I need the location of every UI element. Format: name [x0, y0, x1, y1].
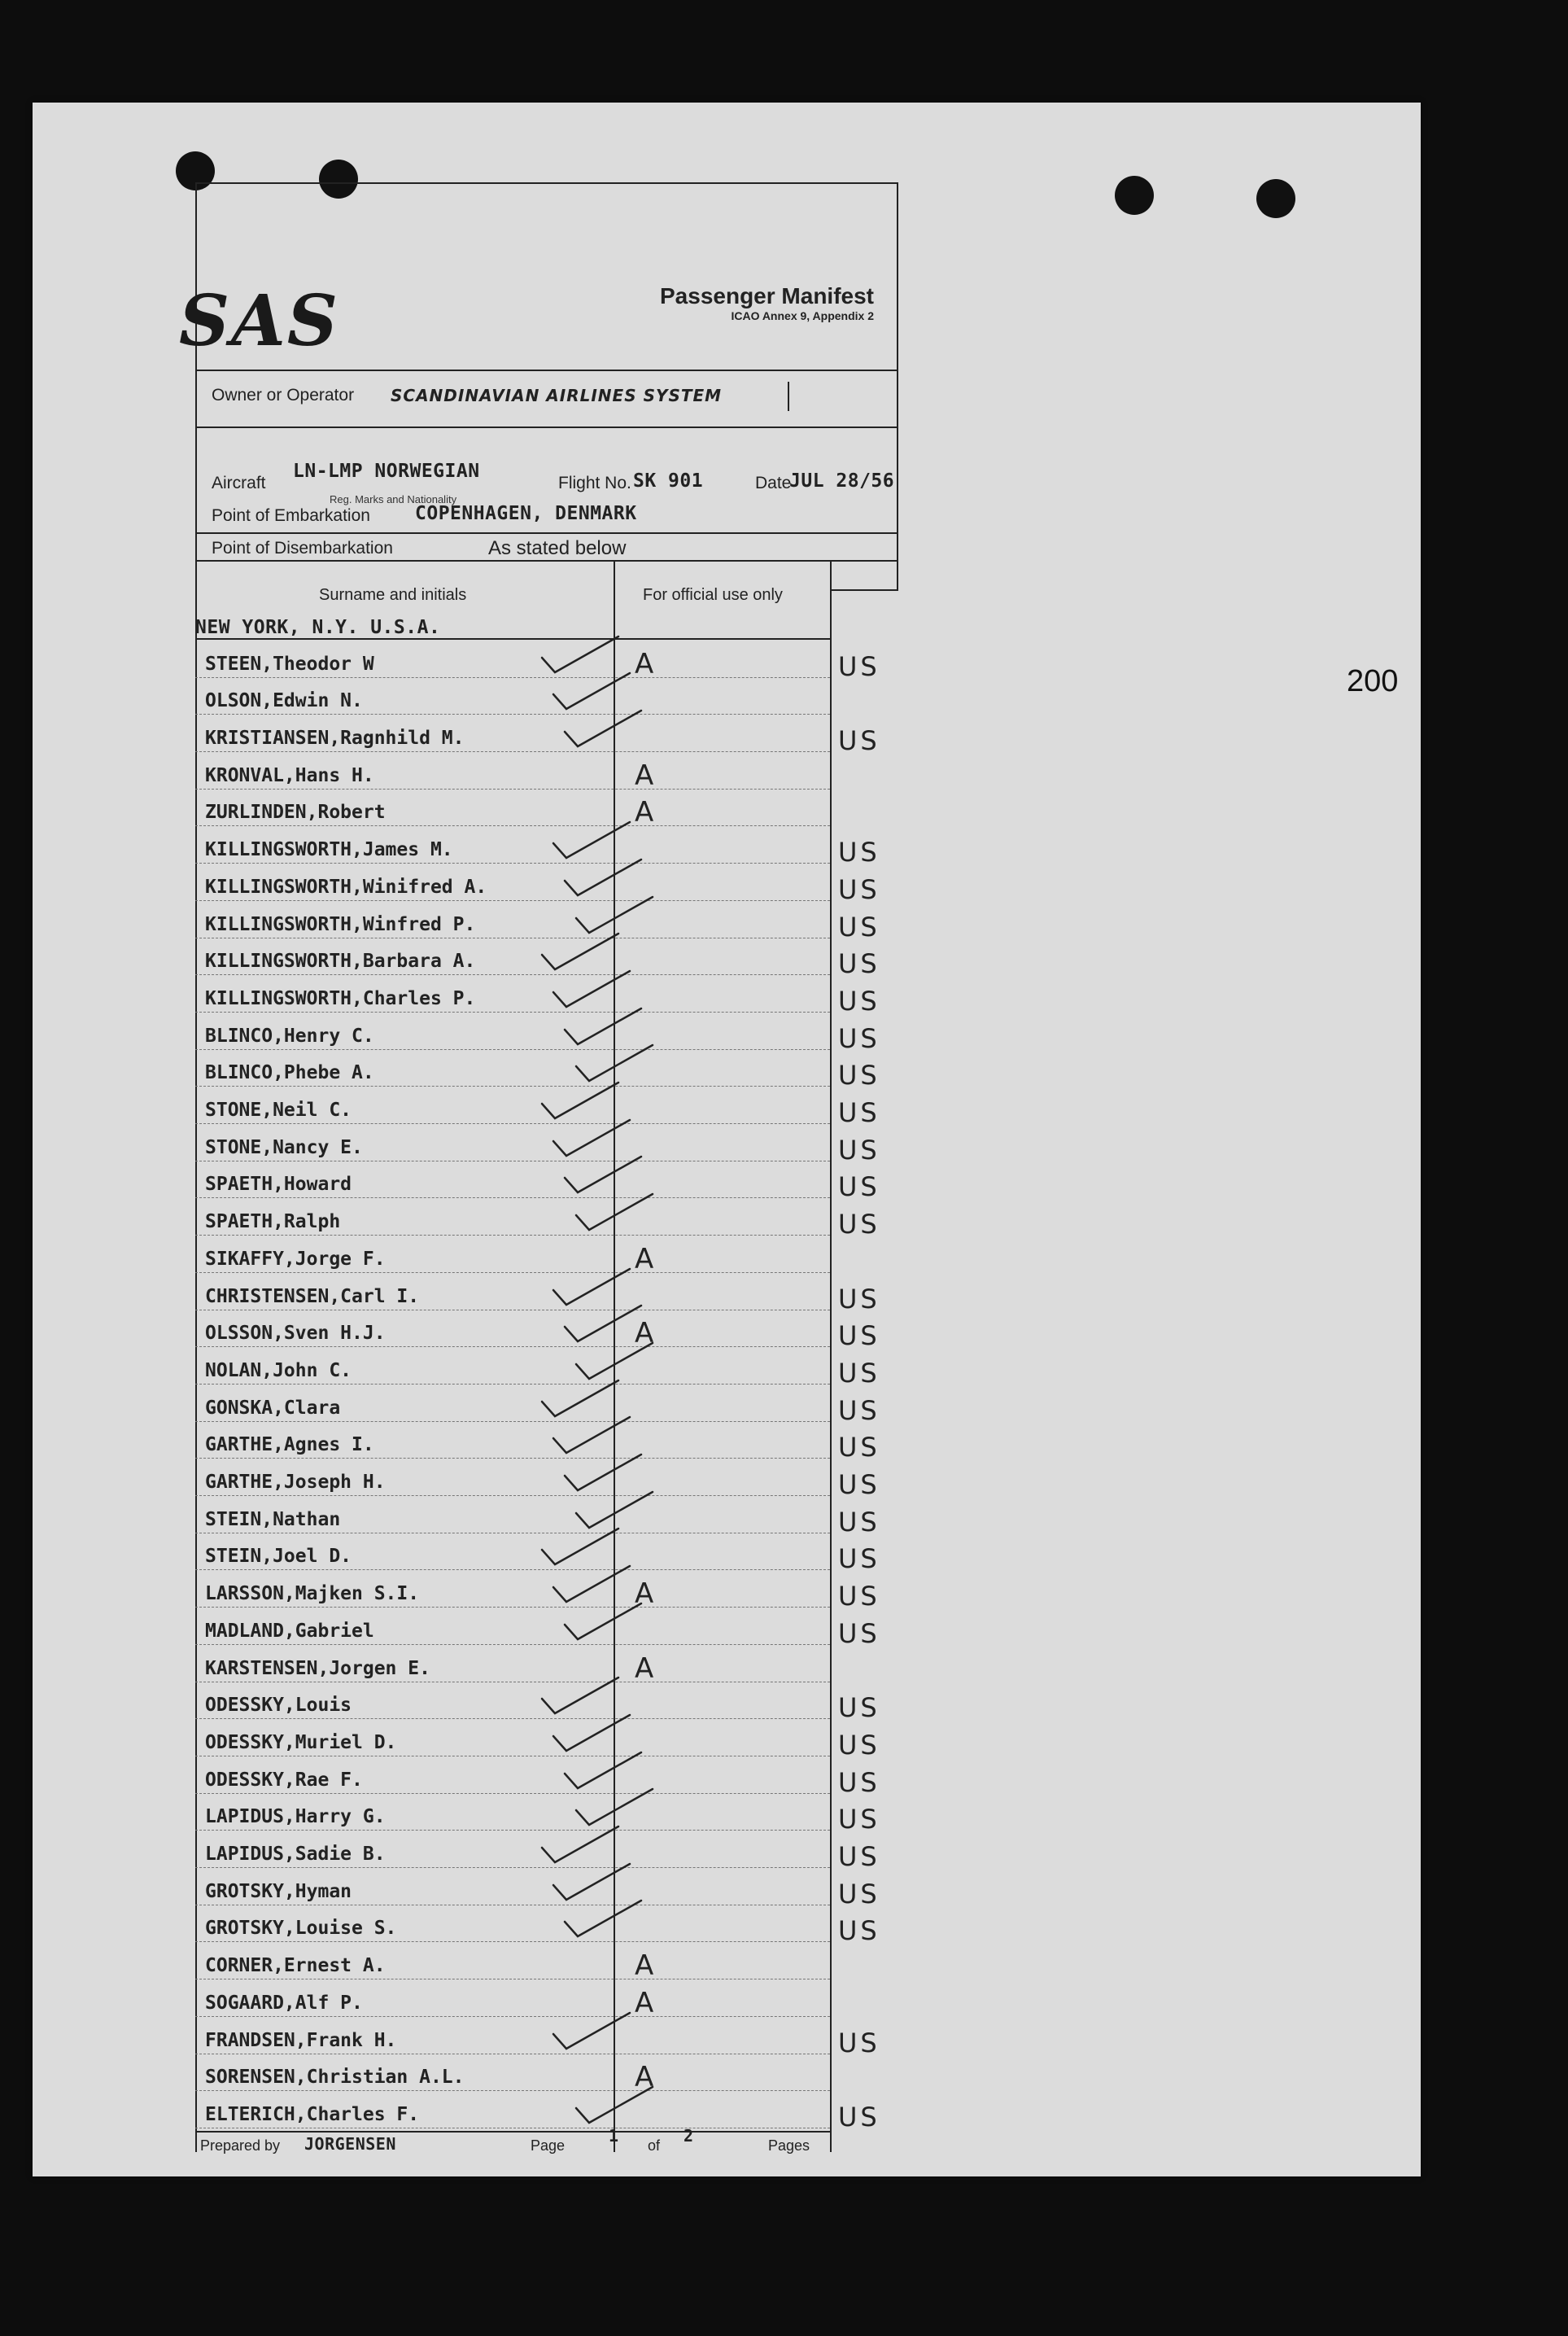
- passenger-name: SPAETH,Howard: [205, 1174, 352, 1196]
- passenger-name: GARTHE,Joseph H.: [205, 1472, 386, 1494]
- passenger-name: MADLAND,Gabriel: [205, 1620, 374, 1642]
- passenger-row: [195, 826, 880, 868]
- passenger-row: [195, 1756, 880, 1798]
- passenger-name: CORNER,Ernest A.: [205, 1955, 386, 1977]
- passenger-row: [195, 1272, 880, 1315]
- us-note: US: [838, 1394, 880, 1426]
- us-note: US: [838, 1692, 880, 1724]
- us-note: US: [838, 1766, 880, 1798]
- passenger-row: [195, 1421, 880, 1463]
- manifest-title: Passenger Manifest: [660, 283, 874, 308]
- passenger-name: KRISTIANSEN,Ragnhild M.: [205, 728, 465, 750]
- disembark-label: Point of Disembarkation: [212, 539, 393, 558]
- passenger-name: BLINCO,Henry C.: [205, 1025, 374, 1047]
- passenger-row: [195, 1533, 880, 1575]
- page-number-stamp: 200: [1347, 664, 1399, 698]
- passenger-row: [195, 789, 830, 827]
- pages-label: Pages: [768, 2137, 810, 2154]
- punch-hole: [1115, 176, 1154, 215]
- passenger-name: SIKAFFY,Jorge F.: [205, 1248, 386, 1270]
- passenger-name: NOLAN,John C.: [205, 1359, 352, 1381]
- passenger-name: GROTSKY,Louise S.: [205, 1918, 397, 1940]
- us-note: US: [838, 1171, 880, 1203]
- us-note: US: [838, 1804, 880, 1835]
- passenger-name: CHRISTENSEN,Carl I.: [205, 1285, 420, 1307]
- disembark-value: As stated below: [488, 537, 627, 559]
- us-note: US: [838, 911, 880, 943]
- us-note: US: [838, 1432, 880, 1463]
- passenger-row: [195, 1830, 880, 1873]
- us-note: US: [838, 837, 880, 868]
- passenger-name: KILLINGSWORTH,Charles P.: [205, 987, 476, 1009]
- official-mark: A: [635, 2061, 654, 2094]
- owner-value: SCANDINAVIAN AIRLINES SYSTEM: [391, 386, 723, 405]
- us-note: US: [838, 2027, 880, 2058]
- passenger-row: [195, 1346, 880, 1389]
- us-note: US: [838, 650, 880, 682]
- passenger-row: [195, 1607, 880, 1649]
- passenger-name: GROTSKY,Hyman: [205, 1880, 352, 1902]
- passenger-row: [195, 938, 880, 980]
- us-note: US: [838, 1729, 880, 1761]
- passenger-row: [195, 1905, 880, 1947]
- form-title: [660, 283, 874, 322]
- flight-label: Flight No.: [558, 474, 631, 492]
- official-mark: A: [635, 1317, 654, 1350]
- date-value: JUL 28/56: [789, 470, 895, 492]
- passenger-name: ELTERICH,Charles F.: [205, 2103, 420, 2125]
- passenger-name: ODESSKY,Louis: [205, 1695, 352, 1717]
- official-mark: A: [635, 1242, 654, 1275]
- checkmark-icon: [548, 2010, 638, 2058]
- passenger-row: [195, 1682, 880, 1724]
- official-mark: A: [635, 1986, 654, 2019]
- passenger-row: [195, 974, 880, 1017]
- us-note: US: [838, 1097, 880, 1129]
- passenger-row: [195, 1495, 880, 1538]
- passenger-name: KILLINGSWORTH,Winifred A.: [205, 876, 487, 898]
- passenger-row: [195, 677, 830, 715]
- passenger-row: [195, 1793, 880, 1835]
- passenger-name: STEIN,Joel D.: [205, 1546, 352, 1568]
- us-note: US: [838, 1915, 880, 1947]
- passenger-name: LAPIDUS,Sadie B.: [205, 1844, 386, 1866]
- checkmark-icon: [571, 2084, 661, 2133]
- prepared-label: Prepared by: [200, 2137, 281, 2154]
- passenger-row: [195, 1979, 830, 2017]
- checkmark-icon: [571, 1191, 661, 1240]
- page-label: Page: [531, 2137, 566, 2154]
- passenger-name: LAPIDUS,Harry G.: [205, 1806, 386, 1828]
- form-body: [163, 142, 895, 2160]
- passenger-name: FRANDSEN,Frank H.: [205, 2029, 397, 2051]
- destination-line: NEW YORK, N.Y. U.S.A.: [195, 617, 441, 638]
- prepared-value: JORGENSEN: [304, 2134, 396, 2154]
- passenger-name: BLINCO,Phebe A.: [205, 1062, 374, 1084]
- checkmark-icon: [560, 707, 649, 756]
- flight-value: SK 901: [633, 470, 704, 492]
- passenger-name: ODESSKY,Muriel D.: [205, 1731, 397, 1753]
- punch-hole: [1256, 179, 1295, 218]
- us-note: US: [838, 1134, 880, 1166]
- passenger-name: STEIN,Nathan: [205, 1508, 341, 1530]
- official-mark: A: [635, 796, 654, 829]
- us-note: US: [838, 1543, 880, 1575]
- passenger-name: OLSON,Edwin N.: [205, 690, 363, 712]
- checkmark-icon: [560, 1600, 649, 1649]
- us-note: US: [838, 2101, 880, 2133]
- date-label: Date: [755, 474, 792, 492]
- passenger-row: [195, 2054, 830, 2092]
- passenger-name: LARSSON,Majken S.I.: [205, 1583, 420, 1605]
- us-note: US: [838, 1617, 880, 1649]
- us-note: US: [838, 1357, 880, 1389]
- passenger-row: [195, 1570, 880, 1612]
- passenger-row: [195, 1384, 880, 1426]
- passenger-row: [195, 751, 830, 790]
- passenger-row: [195, 1161, 880, 1203]
- passenger-name: KILLINGSWORTH,James M.: [205, 839, 453, 861]
- official-mark: A: [635, 1949, 654, 1983]
- passenger-row: [195, 1123, 880, 1166]
- passenger-name: STONE,Nancy E.: [205, 1136, 363, 1158]
- column-header-official: For official use only: [643, 586, 783, 604]
- passenger-name: KRONVAL,Hans H.: [205, 764, 374, 786]
- us-note: US: [838, 1320, 880, 1352]
- passenger-row: [195, 1310, 880, 1352]
- official-mark: A: [635, 759, 654, 792]
- official-mark: A: [635, 1651, 654, 1685]
- passenger-name: STEEN,Theodor W: [205, 653, 374, 675]
- aircraft-sublabel: Reg. Marks and Nationality: [330, 493, 457, 505]
- official-mark: A: [635, 647, 654, 680]
- passenger-row: [195, 714, 880, 757]
- us-note: US: [838, 1209, 880, 1240]
- us-note: US: [838, 1506, 880, 1538]
- owner-label: Owner or Operator: [212, 386, 355, 405]
- passenger-row: [195, 1198, 880, 1240]
- aircraft-label: Aircraft: [212, 474, 266, 492]
- official-mark: A: [635, 1577, 654, 1611]
- passenger-name: GONSKA,Clara: [205, 1397, 341, 1419]
- aircraft-value: LN-LMP NORWEGIAN: [293, 461, 480, 482]
- passenger-row: [195, 1867, 880, 1909]
- passenger-row: [195, 1086, 880, 1129]
- us-note: US: [838, 1283, 880, 1315]
- passenger-row: [195, 1942, 830, 1983]
- checkmark-icon: [560, 1897, 649, 1946]
- of-value: 2: [684, 2126, 694, 2146]
- of-label: of: [648, 2137, 661, 2154]
- embark-value: COPENHAGEN, DENMARK: [415, 503, 637, 524]
- us-note: US: [838, 1060, 880, 1091]
- passenger-row: [195, 1235, 830, 1273]
- passenger-name: GARTHE,Agnes I.: [205, 1434, 374, 1456]
- passenger-name: SPAETH,Ralph: [205, 1211, 341, 1233]
- us-note: US: [838, 1469, 880, 1501]
- passenger-row: [195, 1644, 830, 1685]
- passenger-row: [195, 2090, 880, 2133]
- us-note: US: [838, 985, 880, 1017]
- us-note: US: [838, 1022, 880, 1054]
- passenger-name: STONE,Neil C.: [205, 1100, 352, 1122]
- manifest-form: [163, 142, 895, 2160]
- passenger-row: [195, 2016, 880, 2058]
- passenger-name: KILLINGSWORTH,Winfred P.: [205, 913, 476, 935]
- passenger-row: [195, 1458, 880, 1501]
- passenger-name: ZURLINDEN,Robert: [205, 802, 386, 824]
- page-value: 1: [609, 2126, 619, 2146]
- passenger-name: KARSTENSEN,Jorgen E.: [205, 1657, 430, 1679]
- sas-logo: SAS: [179, 280, 339, 362]
- us-note: US: [838, 1878, 880, 1909]
- us-note: US: [838, 725, 880, 757]
- passenger-row: [195, 1012, 880, 1054]
- document-sheet: [33, 103, 1421, 2176]
- embark-label: Point of Embarkation: [212, 506, 370, 525]
- passenger-row: [195, 1049, 880, 1091]
- passenger-name: SORENSEN,Christian A.L.: [205, 2067, 465, 2089]
- passenger-row: [195, 863, 880, 905]
- us-note: US: [838, 1841, 880, 1873]
- us-note: US: [838, 873, 880, 905]
- passenger-row: [195, 640, 880, 682]
- column-header-surname: Surname and initials: [319, 586, 467, 604]
- passenger-name: OLSSON,Sven H.J.: [205, 1323, 386, 1345]
- passenger-row: [195, 900, 880, 943]
- manifest-subtitle: ICAO Annex 9, Appendix 2: [731, 309, 874, 322]
- us-note: US: [838, 948, 880, 980]
- passenger-row: [195, 1718, 880, 1761]
- passenger-name: KILLINGSWORTH,Barbara A.: [205, 951, 476, 973]
- passenger-name: ODESSKY,Rae F.: [205, 1769, 363, 1791]
- passenger-name: SOGAARD,Alf P.: [205, 1992, 363, 2014]
- us-note: US: [838, 1581, 880, 1612]
